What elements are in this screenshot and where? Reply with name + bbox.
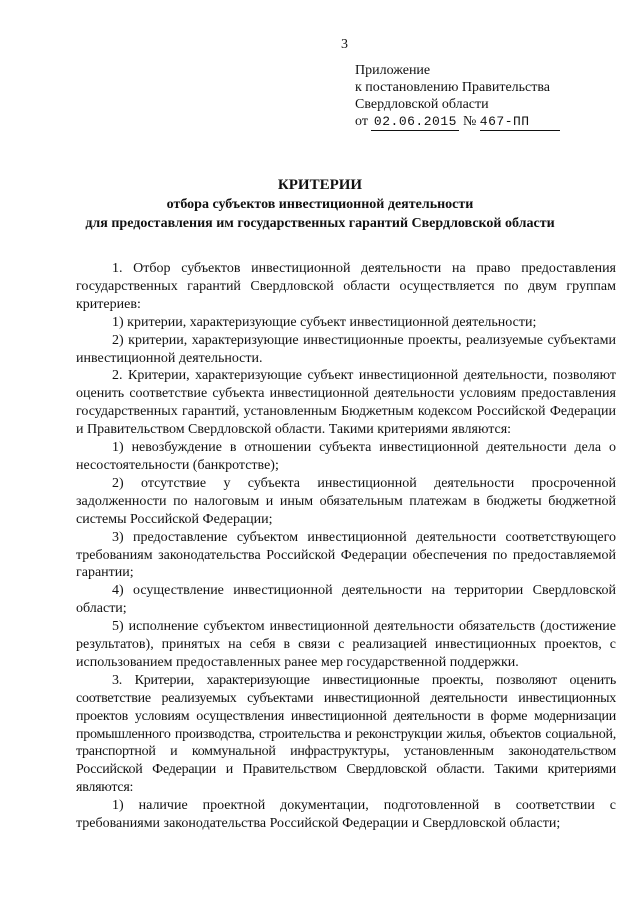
document-subtitle-1: отбора субъектов инвестиционной деятельности [166,197,474,212]
paragraph: 2. Критерии, характеризующие субъект инвестиционной деятельности, позволяют оценить соответствие субъекта инвестиционной деятельности условиям предоставления государственных гарантий, установленным Бюджетным кодексом Российской Федерации и Правительством Свердловской области. Такими критериями являются: [76,368,616,438]
document-subtitle-2: для предоставления им государственных гарантий Свердловской области [85,216,555,231]
document-number: 467-ПП [480,113,560,131]
paragraph: 1) наличие проектной документации, подготовленной в соответствии с требованиями законодательства Российской Федерации и Свердловской области; [76,798,616,832]
paragraph: 1) критерии, характеризующие субъект инвестиционной деятельности; [112,314,537,330]
paragraph: 1. Отбор субъектов инвестиционной деятельности на право предоставления государственных гарантий Свердловской области осуществляется по двум группам критериев: [76,261,616,312]
from-label: от [355,114,368,129]
number-label: № [462,114,477,129]
paragraph: 5) исполнение субъектом инвестиционной деятельности обязательств (достижение результатов), принятых на себя в связи с реализацией инвестиционных проектов, с использованием предоставленных ранее мер государственной поддержки. [76,619,616,670]
paragraph: 1) невозбуждение в отношении субъекта инвестиционной деятельности дела о несостоятельности (банкротстве); [76,440,616,473]
appendix-date-line [355,113,560,131]
appendix-line-1: Приложение [355,63,431,78]
appendix-line-2: к постановлению Правительства [355,80,551,95]
paragraph: 3. Критерии, характеризующие инвестиционные проекты, позволяют оценить соответствие реализуемых субъектами инвестиционной деятельности инвестиционных проектов условиям осуществления инвестиционной деятельности в форме модернизации промышленного производства, строительства и реконструкции жилья, объектов социальной, транспортной и коммунальной инфраструктуры, установленным законодательством Российской Федерации и Правительством Свердловской области. Такими критериями являются: [76,672,616,796]
document-title: КРИТЕРИИ [277,177,363,193]
document-body [76,260,616,833]
paragraph: 3) предоставление субъектом инвестиционной деятельности соответствующего требованиям законодательства Российской Федерации обеспечения по предоставляемой гарантии; [76,529,616,581]
page-number: 3 [341,37,348,52]
appendix-line-3: Свердловской области [355,97,489,112]
title-block [0,176,640,233]
document-date: 02.06.2015 [371,113,459,131]
appendix-block [355,62,560,131]
paragraph: 2) критерии, характеризующие инвестиционные проекты, реализуемые субъектами инвестиционной деятельности. [76,332,616,366]
paragraph: 4) осуществление инвестиционной деятельности на территории Свердловской области; [76,583,616,617]
paragraph: 2) отсутствие у субъекта инвестиционной деятельности просроченной задолженности по налоговым и иным обязательным платежам в бюджеты бюджетной системы Российской Федерации; [76,475,616,527]
